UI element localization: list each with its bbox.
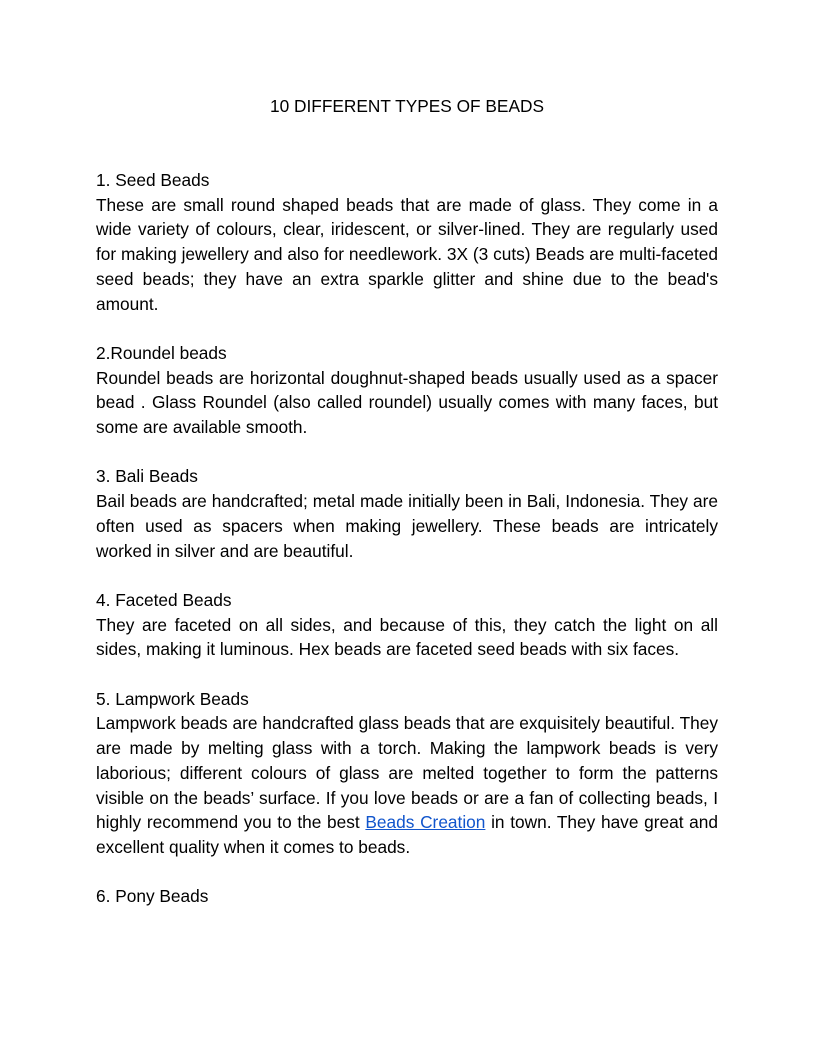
section-body: They are faceted on all sides, and because of this, they catch the light on all sides, making it luminous. Hex beads are faceted seed beads with six faces. [96,614,718,660]
section-heading: 5. Lampwork Beads [96,688,249,709]
section-bali-beads [96,464,718,563]
section-body: Bail beads are handcrafted; metal made initially been in Bali, Indonesia. They are often used as spacers when making jewellery. These beads are intricately worked in silver and are beautiful. [96,491,718,561]
section-heading: 4. Faceted Beads [96,589,232,610]
section-faceted-beads [96,588,718,662]
section-body-before-link: Lampwork beads are handcrafted glass beads that are exquisitely beautiful. They are made by melting glass with a torch. Making the lampwork beads is very laborious; different colours of glass are melted together to form the patterns visible on the beads’ surface. If you love beads or are a fan of collecting beads, I highly recommend you to the best [96,713,718,833]
section-body: These are small round shaped beads that are made of glass. They come in a wide variety of colours, clear, iridescent, or silver-lined. They are regularly used for making jewellery and also for needlework. 3X (3 cuts) Beads are multi-faceted seed beads; they have an extra sparkle glitter and shine due to the bead's amount. [96,194,718,314]
section-heading: 3. Bali Beads [96,466,198,487]
section-seed-beads [96,168,718,316]
section-body-after-link: in town. They have great and excellent quality when it comes to beads. [96,812,718,857]
section-heading: 6. Pony Beads [96,886,209,907]
beads-creation-link[interactable]: Beads Creation [365,812,486,833]
document-content [96,168,718,934]
section-pony-beads [96,884,718,909]
section-body: Roundel beads are horizontal doughnut-shaped beads usually used as a spacer bead . Glass Roundel (also called roundel) usually comes with many faces, but some are available smooth. [96,367,718,438]
document-title: 10 DIFFERENT TYPES OF BEADS [269,96,544,116]
section-lampwork-beads [96,687,718,860]
section-heading: 2.Roundel beads [96,342,227,363]
section-roundel-beads [96,341,718,440]
section-heading: 1. Seed Beads [96,170,210,190]
section-body [96,711,718,859]
